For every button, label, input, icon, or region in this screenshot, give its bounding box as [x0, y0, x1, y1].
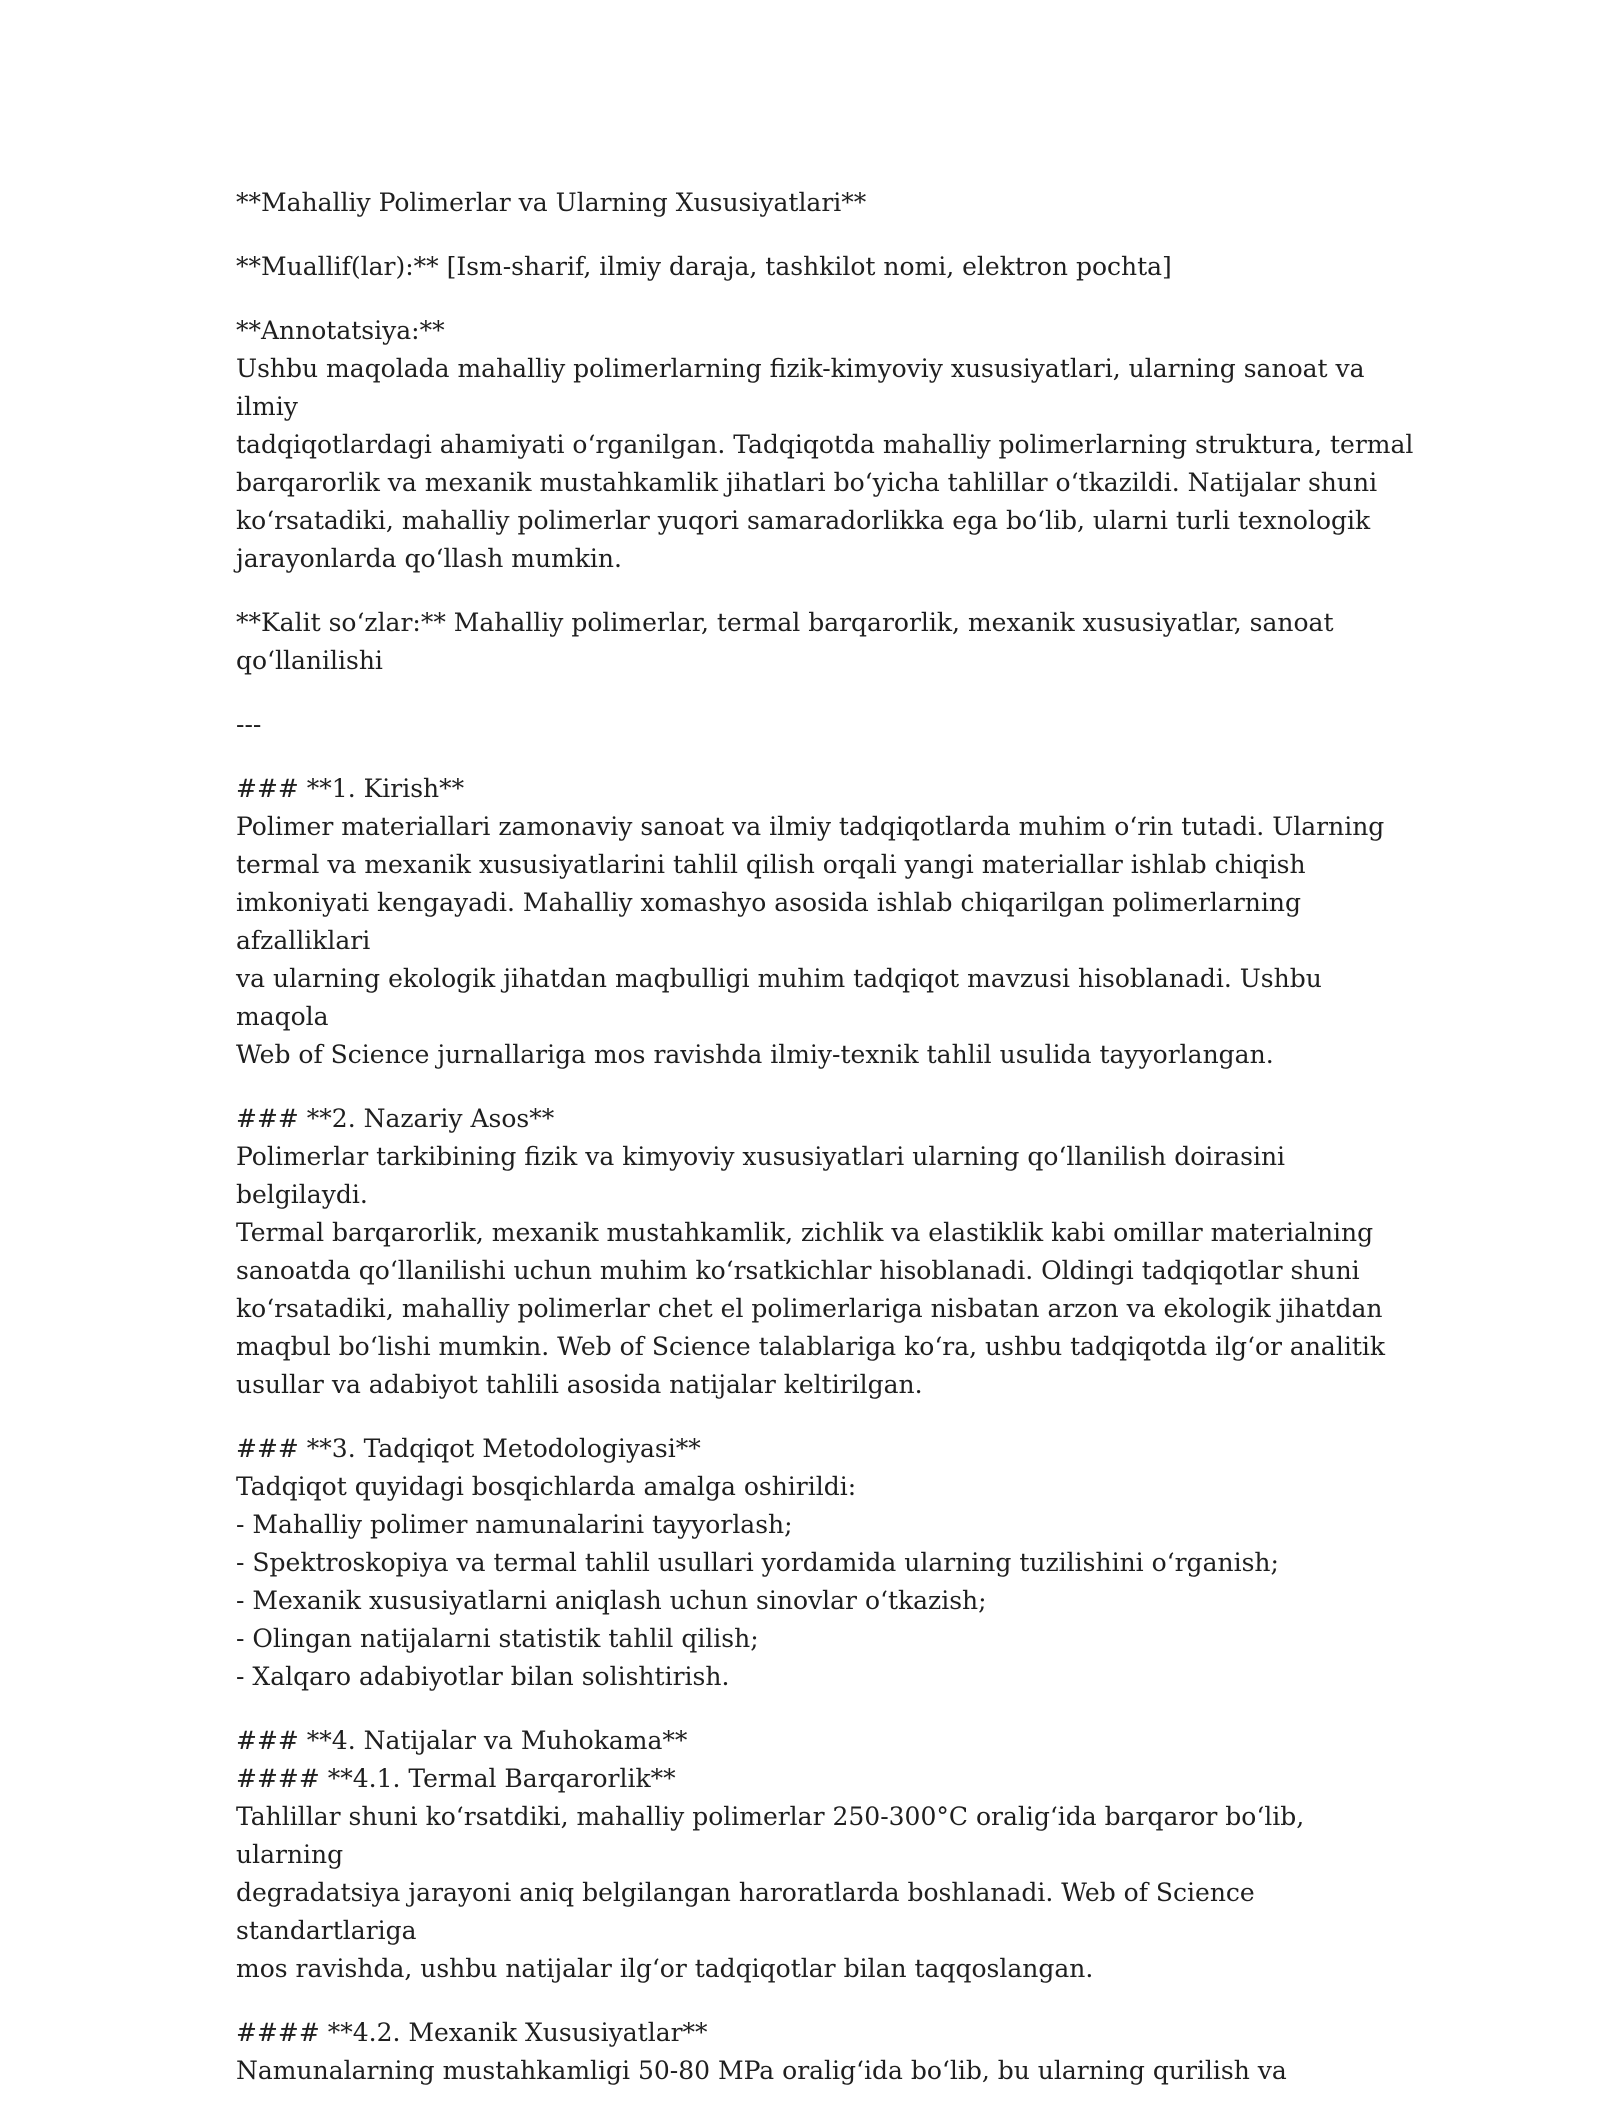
abstract-line: Ushbu maqolada mahalliy polimerlarning fizik-kimyoviy xususiyatlari, ularning sanoat va ilmiy: [236, 354, 1365, 421]
section-line: Tahlillar shuni ko‘rsatdiki, mahalliy polimerlar 250-300°C oralig‘ida barqaror bo‘lib, ularning: [236, 1802, 1305, 1869]
section-line: usullar va adabiyot tahlili asosida natijalar keltirilgan.: [236, 1370, 923, 1399]
section-line: termal va mexanik xususiyatlarini tahlil qilish orqali yangi materiallar ishlab chiqish: [236, 850, 1306, 879]
list-item: - Mahalliy polimer namunalarini tayyorlash;: [236, 1510, 793, 1539]
section-line: Namunalarning mustahkamligi 50-80 MPa oralig‘ida bo‘lib, bu ularning qurilish va: [236, 2056, 1287, 2085]
section-line: imkoniyati kengayadi. Mahalliy xomashyo asosida ishlab chiqarilgan polimerlarning afzalliklari: [236, 888, 1301, 955]
section-line: mos ravishda, ushbu natijalar ilg‘or tadqiqotlar bilan taqqoslangan.: [236, 1954, 1094, 1983]
section-results: [236, 1722, 1416, 1988]
section-methodology: [236, 1430, 1416, 1696]
section-line: Tadqiqot quyidagi bosqichlarda amalga oshirildi:: [236, 1472, 857, 1501]
section-heading: ### **1. Kirish**: [236, 774, 465, 803]
authors-block: [236, 248, 1416, 286]
divider: ---: [236, 710, 262, 739]
abstract-heading: **Annotatsiya:**: [236, 316, 445, 345]
abstract-line: tadqiqotlardagi ahamiyati o‘rganilgan. Tadqiqotda mahalliy polimerlarning struktura, termal: [236, 430, 1414, 459]
section-heading: ### **3. Tadqiqot Metodologiyasi**: [236, 1434, 701, 1463]
document-page: [236, 184, 1416, 2116]
section-mechanical: [236, 2014, 1416, 2090]
subsection-heading: #### **4.1. Termal Barqarorlik**: [236, 1764, 676, 1793]
section-line: sanoatda qo‘llanilishi uchun muhim ko‘rsatkichlar hisoblanadi. Oldingi tadqiqotlar shuni: [236, 1256, 1360, 1285]
section-line: Web of Science jurnallariga mos ravishda ilmiy-texnik tahlil usulida tayyorlangan.: [236, 1040, 1274, 1069]
section-line: maqbul bo‘lishi mumkin. Web of Science talablariga ko‘ra, ushbu tadqiqotda ilg‘or analitik: [236, 1332, 1386, 1361]
abstract-line: jarayonlarda qo‘llash mumkin.: [236, 544, 622, 573]
keywords-line: **Kalit so‘zlar:** Mahalliy polimerlar, termal barqarorlik, mexanik xususiyatlar, sanoat: [236, 608, 1334, 637]
section-line: va ularning ekologik jihatdan maqbulligi muhim tadqiqot mavzusi hisoblanadi. Ushbu maqola: [236, 964, 1322, 1031]
document-title-block: [236, 184, 1416, 222]
section-heading: ### **4. Natijalar va Muhokama**: [236, 1726, 688, 1755]
list-item: - Xalqaro adabiyotlar bilan solishtirish.: [236, 1662, 730, 1691]
section-heading: ### **2. Nazariy Asos**: [236, 1104, 555, 1133]
section-line: Termal barqarorlik, mexanik mustahkamlik, zichlik va elastiklik kabi omillar materialning: [236, 1218, 1374, 1247]
subsection-heading: #### **4.2. Mexanik Xususiyatlar**: [236, 2018, 708, 2047]
divider-block: [236, 706, 1416, 744]
keywords-line: qo‘llanilishi: [236, 646, 383, 675]
keywords-block: [236, 604, 1416, 680]
abstract-line: barqarorlik va mexanik mustahkamlik jihatlari bo‘yicha tahlillar o‘tkazildi. Natijalar shuni: [236, 468, 1378, 497]
document-title: **Mahalliy Polimerlar va Ularning Xususiyatlari**: [236, 188, 867, 217]
section-introduction: [236, 770, 1416, 1074]
abstract-line: ko‘rsatadiki, mahalliy polimerlar yuqori samaradorlikka ega bo‘lib, ularni turli texnologik: [236, 506, 1371, 535]
list-item: - Spektroskopiya va termal tahlil usullari yordamida ularning tuzilishini o‘rganish;: [236, 1548, 1279, 1577]
section-line: degradatsiya jarayoni aniq belgilangan haroratlarda boshlanadi. Web of Science standartlariga: [236, 1878, 1255, 1945]
authors-line: **Muallif(lar):** [Ism-sharif, ilmiy daraja, tashkilot nomi, elektron pochta]: [236, 252, 1172, 281]
list-item: - Olingan natijalarni statistik tahlil qilish;: [236, 1624, 759, 1653]
section-line: ko‘rsatadiki, mahalliy polimerlar chet el polimerlariga nisbatan arzon va ekologik jihatdan: [236, 1294, 1383, 1323]
abstract-block: [236, 312, 1416, 578]
section-theory: [236, 1100, 1416, 1404]
list-item: - Mexanik xususiyatlarni aniqlash uchun sinovlar o‘tkazish;: [236, 1586, 987, 1615]
section-line: Polimerlar tarkibining fizik va kimyoviy xususiyatlari ularning qo‘llanilish doirasini belgilaydi.: [236, 1142, 1286, 1209]
section-line: Polimer materiallari zamonaviy sanoat va ilmiy tadqiqotlarda muhim o‘rin tutadi. Ularning: [236, 812, 1385, 841]
